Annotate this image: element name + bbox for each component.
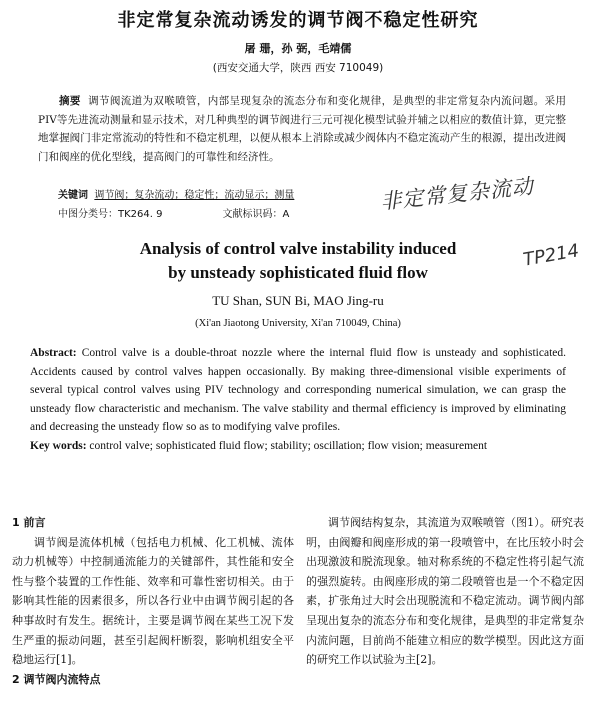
chinese-authors: 屠 珊，孙 弼，毛靖儒 bbox=[244, 42, 352, 55]
english-title bbox=[0, 237, 596, 285]
english-title-line1: Analysis of control valve instability induced bbox=[139, 239, 457, 258]
english-abstract-label: Abstract: bbox=[30, 347, 77, 359]
section-1-heading: 1 前言 bbox=[12, 516, 46, 529]
english-authors: TU Shan, SUN Bi, MAO Jing-ru bbox=[212, 293, 384, 308]
chinese-abstract bbox=[38, 92, 566, 166]
english-keywords-label: Key words: bbox=[30, 439, 87, 452]
english-abstract bbox=[30, 344, 566, 456]
chinese-keywords-label: 关键词 bbox=[58, 190, 88, 201]
body-right-column bbox=[306, 513, 584, 670]
english-affiliation: (Xi'an Jiaotong University, Xi'an 710049, China) bbox=[195, 318, 401, 329]
chinese-keywords-text: 调节阀；复杂流动；稳定性；流动显示；测量 bbox=[94, 190, 295, 201]
classification-number: 中图分类号：TK264. 9 bbox=[58, 209, 163, 220]
chinese-keywords bbox=[58, 186, 294, 201]
english-title-line2: by unsteady sophisticated fluid flow bbox=[168, 263, 428, 282]
section-2-heading: 2 调节阀内流特点 bbox=[12, 672, 101, 686]
chinese-affiliation: (西安交通大学，陕西 西安 710049) bbox=[212, 62, 384, 74]
english-abstract-text: Control valve is a double-throat nozzle where the internal fluid flow is unsteady and sophisticated. Accidents caused by control valves happen occasionally. By making three-dimensional visible experiments of several typical control valves using PIV technology and corresponding numerical simulation, we can grasp the unsteady flow characteristic and mechanism. The valve stability and thermal efficiency is improved by eliminating and decreasing the unsteady flow so as to modifying valve profiles. bbox=[30, 347, 566, 434]
chinese-title: 非定常复杂流动诱发的调节阀不稳定性研究 bbox=[117, 10, 479, 31]
document-code: 文献标识码：A bbox=[222, 209, 290, 220]
right-column-paragraph: 调节阀结构复杂，其流道为双喉喷管（图1）。研究表明，由阀瓣和阀座形成的第一段喷管中，在比压较小时会出现激波和脱流现象。轴对称系统的不稳定性将引起气流的强烈旋转。由阀座形成的第二段喷管也是一个不稳定因素，扩张角过大时会出现脱流和不稳定流动。调节阀内部呈现出复杂的流态分布和变化规律，是典型的非定常复杂内流问题，目前尚不能建立相应的数学模型。因此这方面的研究工作以试验为主[2]。 bbox=[306, 516, 584, 667]
section-1-paragraph: 调节阀是流体机械（包括电力机械、化工机械、流体动力机械等）中控制通流能力的关键部件，其性能和安全性与整个装置的工作性能、效率和可靠性密切相关。由于影响其性能的因素很多，所以各行业中由调节阀引起的各种事故时有发生。据统计，主要是调节阀在某些工况下发生严重的振动问题，甚至引起阀杆断裂，影响机组安全平稳地运行[1]。 bbox=[12, 535, 294, 667]
handwritten-note-code: TP214 bbox=[521, 240, 581, 271]
handwritten-note-chinese: 非定常复杂流动 bbox=[379, 174, 535, 214]
classification-line bbox=[58, 205, 289, 220]
chinese-abstract-text: 调节阀流道为双喉喷管，内部呈现复杂的流态分布和变化规律，是典型的非定常复杂内流问题。采用PIV等先进流动测量和显示技术，对几种典型的调节阀进行三元可视化模型试验并辅之以相应的数值计算，更完整地掌握阀门非定常流动的特性和不稳定机理，以便从根本上消除或减少阀体内不稳定流动产生的根源，提出改进阀门和阀座的优化型线，提高阀门的可靠性和经济性。 bbox=[38, 95, 567, 163]
english-keywords-text: control valve; sophisticated fluid flow; stability; oscillation; flow vision; measurement bbox=[86, 439, 488, 452]
body-left-column bbox=[12, 513, 294, 689]
chinese-abstract-label: 摘要 bbox=[59, 95, 81, 107]
